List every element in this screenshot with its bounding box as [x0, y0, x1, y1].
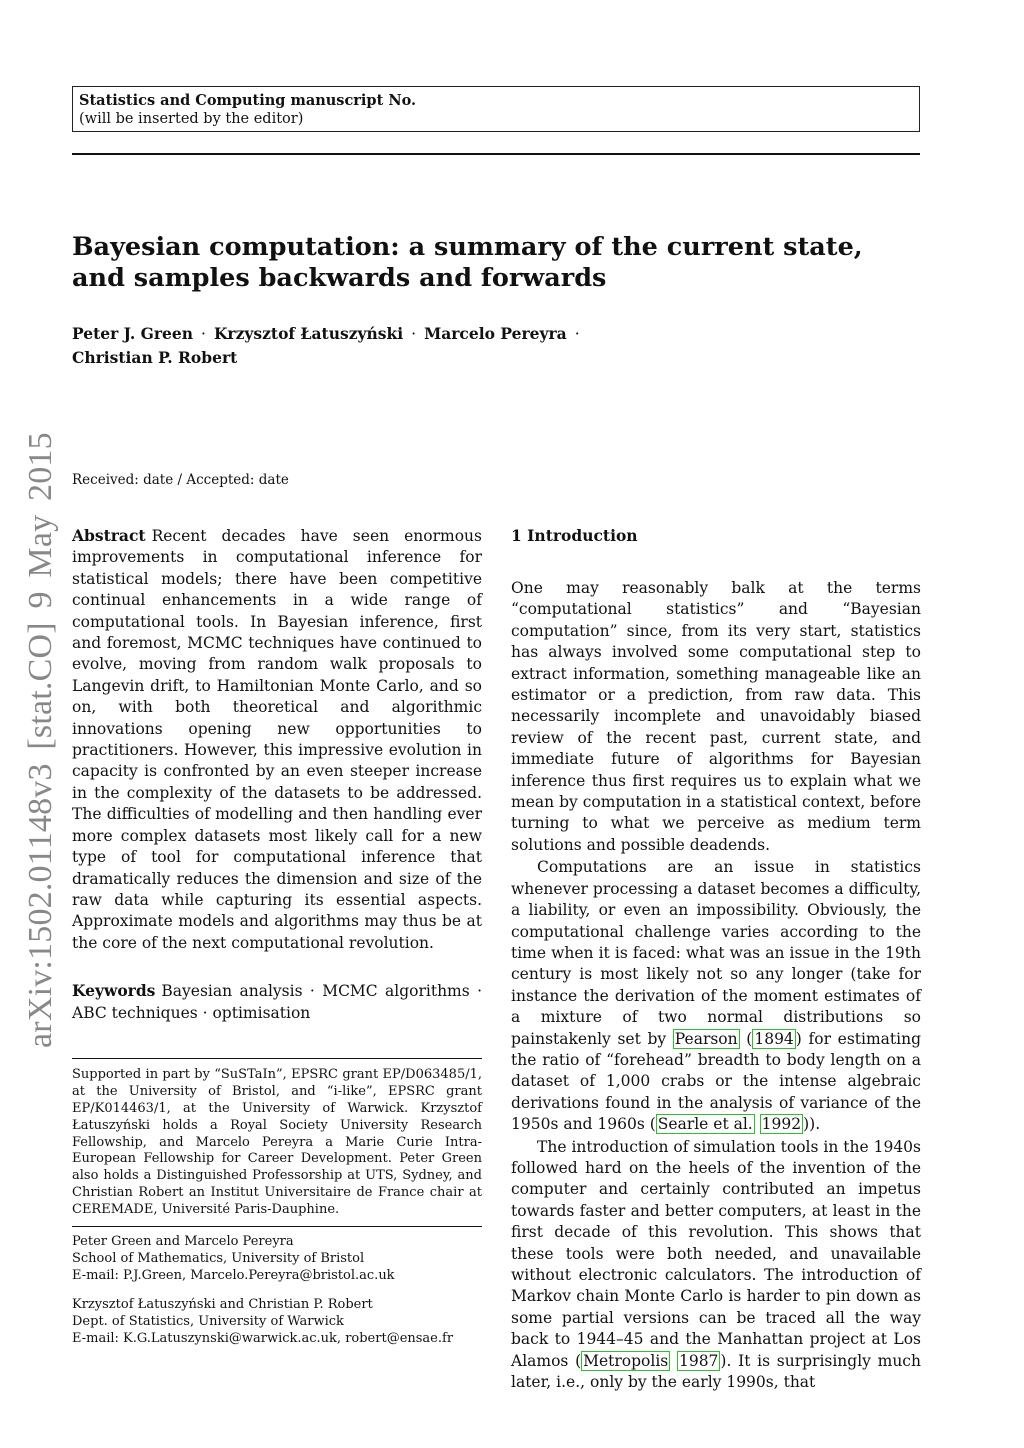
citation-year-link[interactable]: 1987 [678, 1351, 719, 1370]
address-rule [72, 1226, 482, 1227]
citation-link-metropolis[interactable]: Metropolis [583, 1351, 669, 1370]
citation-year-link[interactable]: 1992 [761, 1115, 802, 1134]
address-email: E-mail: P.J.Green, Marcelo.Pereyra@bristol.ac.uk [72, 1268, 395, 1284]
right-column [511, 525, 921, 1393]
paragraph-text: The introduction of simulation tools in the 1940s followed hard on the heels of the invention of the computer and certainly contributed an impetus towards faster and better computers, at least in the first decade of this revolution. This shows that these tools were both needed, and unavailable without electronic calculators. The introduction of Markov chain Monte Carlo is harder to pin down as some partial versions can be traced all the way back to 1944–45 and the Manhattan project at Los Alamos ( [511, 1137, 921, 1370]
author-name: Krzysztof Łatuszyński [213, 324, 404, 343]
citation-link-pearson[interactable]: Pearson [674, 1029, 738, 1048]
paragraph-text: )). [803, 1115, 821, 1134]
address-names: Krzysztof Łatuszyński and Christian P. Robert [72, 1297, 373, 1313]
citation-year-link[interactable]: 1894 [754, 1029, 794, 1048]
paper-title: Bayesian computation: a summary of the current state, and samples backwards and forwards [72, 232, 863, 293]
keywords [72, 980, 482, 1024]
journal-line: Statistics and Computing manuscript No. [79, 92, 417, 109]
intro-paragraph-3 [511, 1137, 921, 1394]
paragraph-text: ). It is surprisingly much later, i.e., only by the early 1990s, that [511, 1351, 921, 1392]
paragraph-text: Computations are an issue in statistics whenever processing a dataset becomes a difficulty, a liability, or even an impossibility. Obviously, the computational challenge varies according to the time when it is faced: what was an issue in the 19th century is most likely not so any longer (take for instance the derivation of the moment estimates of a mixture of two normal distributions so painstakenly set by [511, 858, 921, 1048]
author-name: Christian P. Robert [72, 348, 238, 367]
arxiv-stamp: arXiv:1502.01148v3 [stat.CO] 9 May 2015 [22, 432, 59, 1048]
keywords-text: Bayesian analysis · MCMC algorithms · ABC techniques · optimisation [72, 982, 482, 1022]
address-block-warwick [72, 1296, 482, 1347]
intro-paragraph-2: Computations are an issue in statistics whenever processing a dataset becomes a difficulty, a liability, or even an impossibility. Obviously, the computational challenge varies according to the time when it is faced: what was an issue in the 19th century is most likely not so any longer (take for instance the derivation of the moment estimates of a mixture of two normal distributions so painstakenly set by Pearson ( 1894 ) for estimating the ratio of “forehead” breadth to body length on a dataset of 1,000 crabs or the intense algebraic derivations found in the analysis of variance of the 1950s and 1960s ( Searle et al. 1992 )). [511, 858, 921, 1134]
address-names: Peter Green and Marcelo Pereyra [72, 1234, 294, 1250]
address-email: E-mail: K.G.Latuszynski@warwick.ac.uk, robert@ensae.fr [72, 1331, 454, 1347]
editor-line: (will be inserted by the editor) [79, 111, 304, 127]
intro-paragraph-1: One may reasonably balk at the terms “computational statistics” and “Bayesian computation” since, from its very start, statistics has always involved some computational step to extract information, something manageable like an estimator or a prediction, from raw data. This necessarily incomplete and unavoidably biased review of the recent past, current state, and immediate future of algorithms for Bayesian inference thus first requires us to explain what we mean by computation in a statistical context, before turning to what we perceive as medium term solutions and possible deadends. [511, 579, 921, 854]
header-rule [72, 153, 920, 155]
author-list [72, 322, 692, 369]
author-separator: · [201, 325, 206, 343]
funding-footnote: Supported in part by “SuSTaIn”, EPSRC grant EP/D063485/1, at the University of Bristol, and “i-like”, EPSRC grant EP/K014463/1, at the University of Warwick. Krzysztof Łatuszyński holds a Royal Society University Research Fellowship, and Marcelo Pereyra a Marie Curie Intra-European Fellowship for Career Development. Peter Green also holds a Distinguished Professorship at UTS, Sydney, and Christian Robert an Institut Universitaire de France chair at CEREMADE, Université Paris-Dauphine. [72, 1066, 482, 1218]
address-dept: School of Mathematics, University of Bristol [72, 1251, 365, 1267]
manuscript-header-box [72, 86, 920, 132]
author-separator: · [574, 325, 580, 343]
paragraph-text: for estimating the ratio of “forehead” breadth to body length on a dataset of 1,000 crabs or the intense algebraic derivations found in the analysis of variance of the 1950s and 1960s ( [511, 1029, 921, 1134]
address-dept: Dept. of Statistics, University of Warwick [72, 1314, 344, 1330]
left-column [72, 525, 482, 1347]
address-block-bristol [72, 1233, 482, 1284]
author-separator: · [411, 325, 417, 343]
abstract-text: Recent decades have seen enormous improvements in computational inference for statistical models; there have been competitive continual enhancements in a wide range of computational tools. In Bayesian inference, first and foremost, MCMC techniques have continued to evolve, moving from random walk proposals to Langevin drift, to Hamiltonian Monte Carlo, and so on, with both theoretical and algorithmic innovations opening new opportunities to practitioners. However, this impressive evolution in capacity is confronted by an even steeper increase in the complexity of the datasets to be addressed. The difficulties of modelling and then handling ever more complex datasets most likely call for a new type of tool for computational inference that dramatically reduces the dimension and size of the raw data while capturing its essential aspects. Approximate models and algorithms may thus be at the core of the next computational revolution. [72, 527, 482, 952]
author-name: Marcelo Pereyra [424, 324, 567, 343]
footnote-rule [72, 1058, 482, 1059]
section-heading: 1 Introduction [511, 526, 638, 545]
citation-link-searle[interactable]: Searle et al. [657, 1115, 753, 1134]
abstract-label: Abstract [72, 526, 146, 545]
author-name: Peter J. Green [72, 324, 194, 343]
keywords-label: Keywords [72, 981, 156, 1001]
abstract [72, 525, 482, 954]
received-line: Received: date / Accepted: date [72, 472, 289, 488]
